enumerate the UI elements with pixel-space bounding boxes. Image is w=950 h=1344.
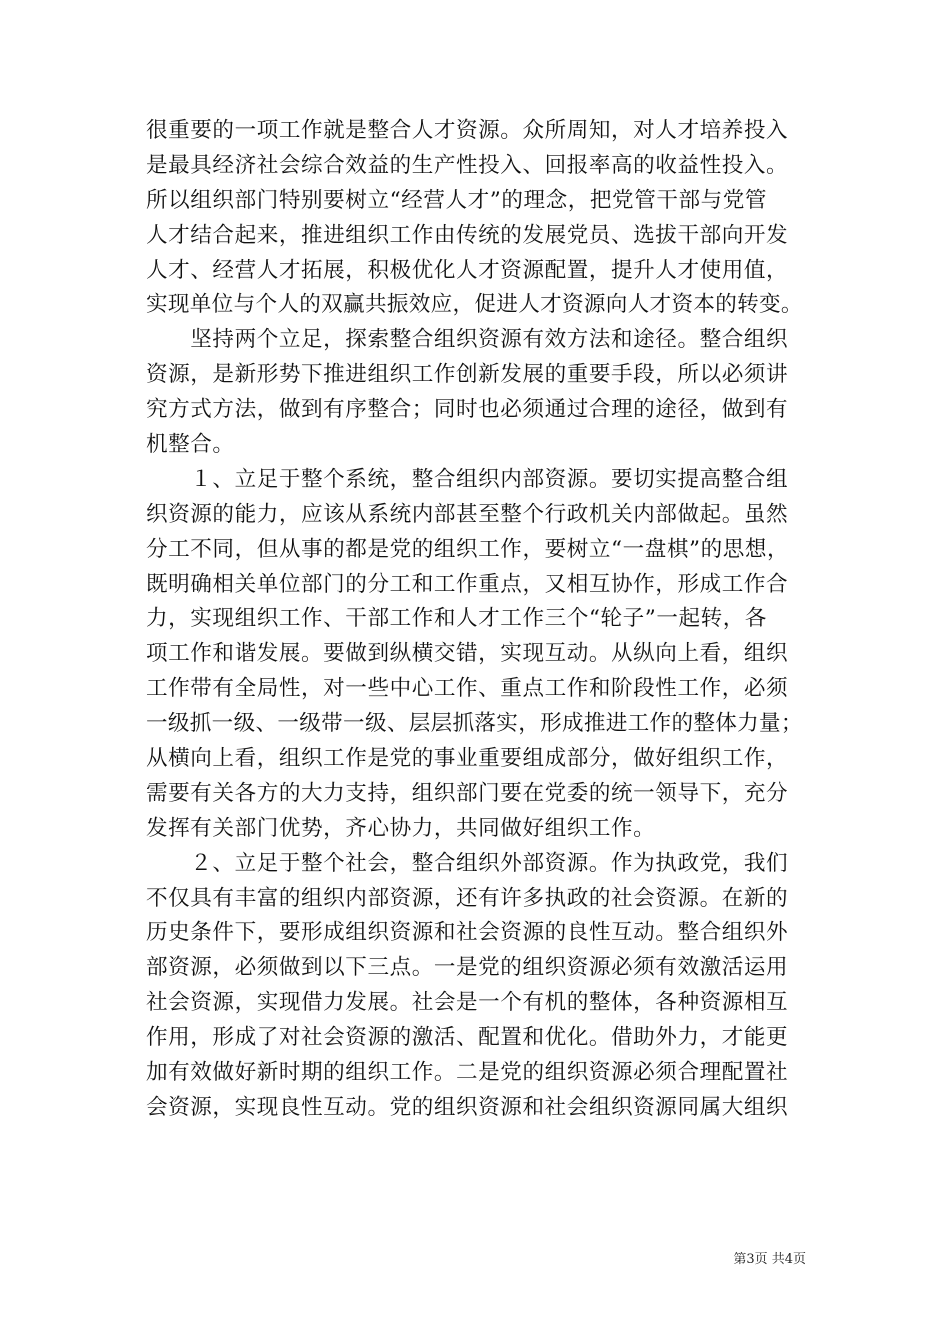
text-line: 一级抓一级、一级带一级、层层抓落实，形成推进工作的整体力量； xyxy=(146,711,803,737)
text-line: 会资源，实现良性互动。党的组织资源和社会组织资源同属大组织 xyxy=(146,1094,789,1120)
text-line: 需要有关各方的大力支持，组织部门要在党委的统一领导下，充分 xyxy=(146,780,789,806)
text-line: １、立足于整个系统，整合组织内部资源。要切实提高整合组 xyxy=(146,466,789,492)
text-line: 部资源，必须做到以下三点。一是党的组织资源必须有效激活运用 xyxy=(146,955,789,981)
text-line: 历史条件下，要形成组织资源和社会资源的良性互动。整合组织外 xyxy=(146,920,789,946)
page-number-footer: 第3页 共4页 xyxy=(733,1252,806,1267)
text-line: 项工作和谐发展。要做到纵横交错，实现互动。从纵向上看，组织 xyxy=(146,641,789,667)
text-line: 实现单位与个人的双赢共振效应，促进人才资源向人才资本的转变。 xyxy=(146,292,803,318)
text-line: 力，实现组织工作、干部工作和人才工作三个“轮子”一起转，各 xyxy=(146,606,768,632)
text-line: 织资源的能力，应该从系统内部甚至整个行政机关内部做起。虽然 xyxy=(146,501,789,527)
text-line: ２、立足于整个社会，整合组织外部资源。作为执政党，我们 xyxy=(146,850,789,876)
text-line: 是最具经济社会综合效益的生产性投入、回报率高的收益性投入。 xyxy=(146,152,789,178)
text-line: 所以组织部门特别要树立“经营人才”的理念，把党管干部与党管 xyxy=(146,187,768,213)
text-line: 很重要的一项工作就是整合人才资源。众所周知，对人才培养投入 xyxy=(146,118,789,143)
text-line: 作用，形成了对社会资源的激活、配置和优化。借助外力，才能更 xyxy=(146,1025,789,1051)
text-line: 工作带有全局性，对一些中心工作、重点工作和阶段性工作，必须 xyxy=(146,676,789,702)
text-line: 机整合。 xyxy=(146,432,235,458)
text-line: 坚持两个立足，探索整合组织资源有效方法和途径。整合组织 xyxy=(146,327,789,353)
text-line: 不仅具有丰富的组织内部资源，还有许多执政的社会资源。在新的 xyxy=(146,885,789,911)
document-body xyxy=(146,114,806,1126)
text-line: 究方式方法，做到有序整合；同时也必须通过合理的途径，做到有 xyxy=(146,397,789,423)
text-line: 加有效做好新时期的组织工作。二是党的组织资源必须合理配置社 xyxy=(146,1060,789,1086)
text-line: 社会资源，实现借力发展。社会是一个有机的整体，各种资源相互 xyxy=(146,990,789,1016)
text-line: 分工不同，但从事的都是党的组织工作，要树立“一盘棋”的思想， xyxy=(146,536,790,562)
text-line: 从横向上看，组织工作是党的事业重要组成部分，做好组织工作， xyxy=(146,746,789,772)
text-line: 既明确相关单位部门的分工和工作重点，又相互协作，形成工作合 xyxy=(146,571,789,597)
text-line: 资源，是新形势下推进组织工作创新发展的重要手段，所以必须讲 xyxy=(146,362,789,388)
text-line: 人才、经营人才拓展，积极优化人才资源配置，提升人才使用值， xyxy=(146,257,789,283)
text-line: 发挥有关部门优势，齐心协力，共同做好组织工作。 xyxy=(146,815,656,841)
text-line: 人才结合起来，推进组织工作由传统的发展党员、选拔干部向开发 xyxy=(146,222,789,248)
